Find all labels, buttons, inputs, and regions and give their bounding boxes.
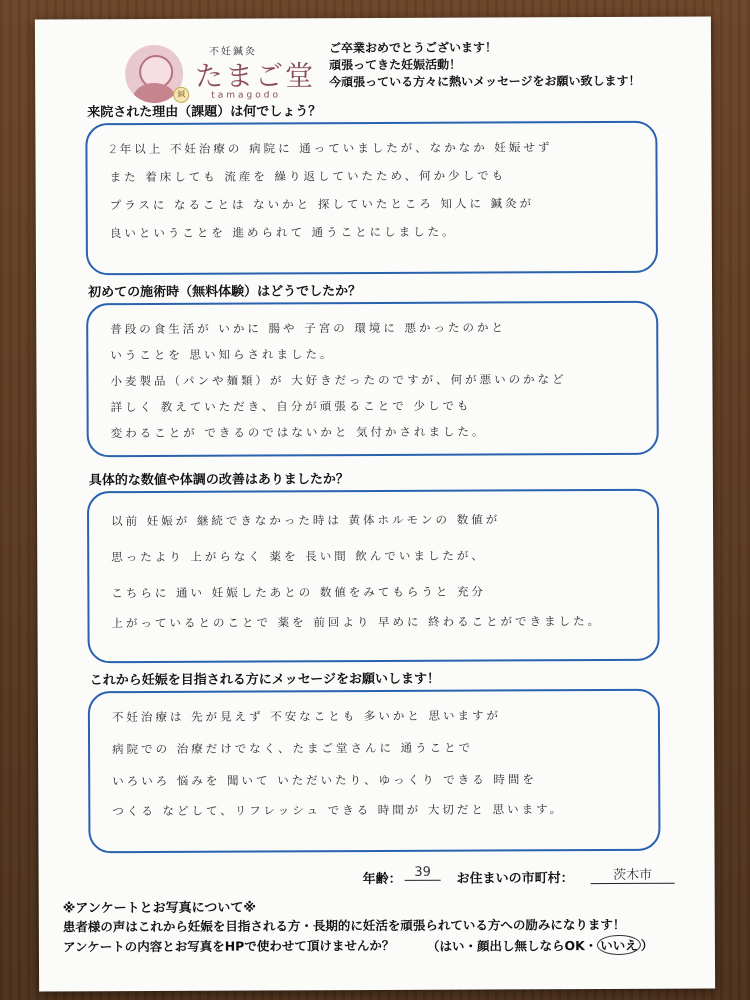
answer-line: プラスに なることは ないかと 探していたところ 知人に 鍼灸が: [109, 196, 535, 213]
answer-line: 小麦製品（パンや麺類）が 大好きだったのですが、何が悪いのかなど: [110, 372, 567, 389]
survey-sheet: [35, 17, 715, 992]
age-label: 年齢：: [362, 871, 402, 888]
answer-line: 以前 妊娠が 継続できなかった時は 黄体ホルモンの 数値が: [111, 512, 501, 529]
section-title-message: これから妊娠を目指される方にメッセージをお願いします！: [89, 671, 441, 689]
answer-box-reason: [85, 121, 658, 275]
answer-line: 上がっているとのことで 薬を 前回より 早めに 終わることができました。: [111, 614, 603, 631]
logo-romaji: tamagodo: [211, 90, 282, 101]
logo-badge: 鍼: [173, 87, 189, 103]
choice-close: ）: [640, 937, 654, 953]
header-line-3: 今頑張っている方々に熱いメッセージをお願い致します！: [329, 73, 641, 90]
notice-title: ※アンケートとお写真について※: [62, 900, 257, 917]
answer-line: こちらに 通い 妊娠したあとの 数値をみてもらうと 充分: [111, 584, 487, 601]
answer-line: いうことを 思い知らされました。: [110, 347, 335, 363]
answer-line: 詳しく 教えていただき、自分が頑張ることで 少しでも: [110, 398, 472, 415]
section-title-first-treatment: 初めての施術時（無料体験）はどうでしたか？: [88, 284, 362, 301]
answer-line: また 着床しても 流産を 繰り返していたため、何か少しでも: [109, 168, 507, 185]
notice-line-2: アンケートの内容とお写真をHPで使わせて頂けませんか？: [62, 937, 395, 955]
answer-line: 不妊治療は 先が見えず 不安なことも 多いかと 思いますが: [111, 708, 502, 725]
answer-line: 良いということを 進められて 通うことにしました。: [109, 224, 457, 241]
answer-line: 2年以上 不妊治療の 病院に 通っていましたが、なかなか 妊娠せず: [109, 140, 553, 157]
header-line-2: 頑張ってきた妊娠活動！: [329, 57, 462, 73]
answer-line: 病院での 治療だけでなく、たまご堂さんに 通うことで: [112, 740, 474, 757]
permission-choices: [427, 935, 653, 956]
header-line-1: ご卒業おめでとうございます！: [328, 40, 498, 56]
logo-subtitle: 不妊鍼灸: [209, 46, 258, 58]
answer-line: いろいろ 悩みを 聞いて いただいたり、ゆっくり できる 時間を: [112, 772, 537, 789]
answer-line: 変わることが できるのではないかと 気付かされました。: [110, 424, 487, 441]
choice-options: （はい・顔出し無しならOK・: [426, 938, 598, 954]
city-value: 茨木市: [591, 864, 675, 884]
section-title-reason: 来院された理由（課題）は何でしょう？: [87, 104, 322, 121]
answer-box-first-treatment: [86, 301, 659, 457]
answer-line: 普段の食生活が いかに 腸や 子宮の 環境に 悪かったのかと: [110, 320, 507, 337]
answer-box-improvement: [87, 489, 660, 663]
header-message: [329, 39, 699, 92]
answer-box-message: [88, 689, 661, 853]
notice-line-1: 患者様の声はこれから妊娠を目指される方・長期的に妊活を頑張られている方への励みになります！: [62, 916, 626, 935]
answer-line: 思ったより 上がらなく 薬を 長い間 飲んでいましたが、: [111, 548, 486, 565]
logo-name: たまご堂: [195, 59, 316, 93]
age-value: 39: [405, 865, 441, 881]
choice-selected-no: いいえ: [597, 935, 641, 955]
answer-line: つくる などして、リフレッシュ できる 時間が 大切だと 思います。: [112, 802, 565, 819]
city-label: お住まいの市町村：: [456, 871, 574, 887]
section-title-improvement: 具体的な数値や体調の改善はありましたか？: [88, 472, 349, 489]
